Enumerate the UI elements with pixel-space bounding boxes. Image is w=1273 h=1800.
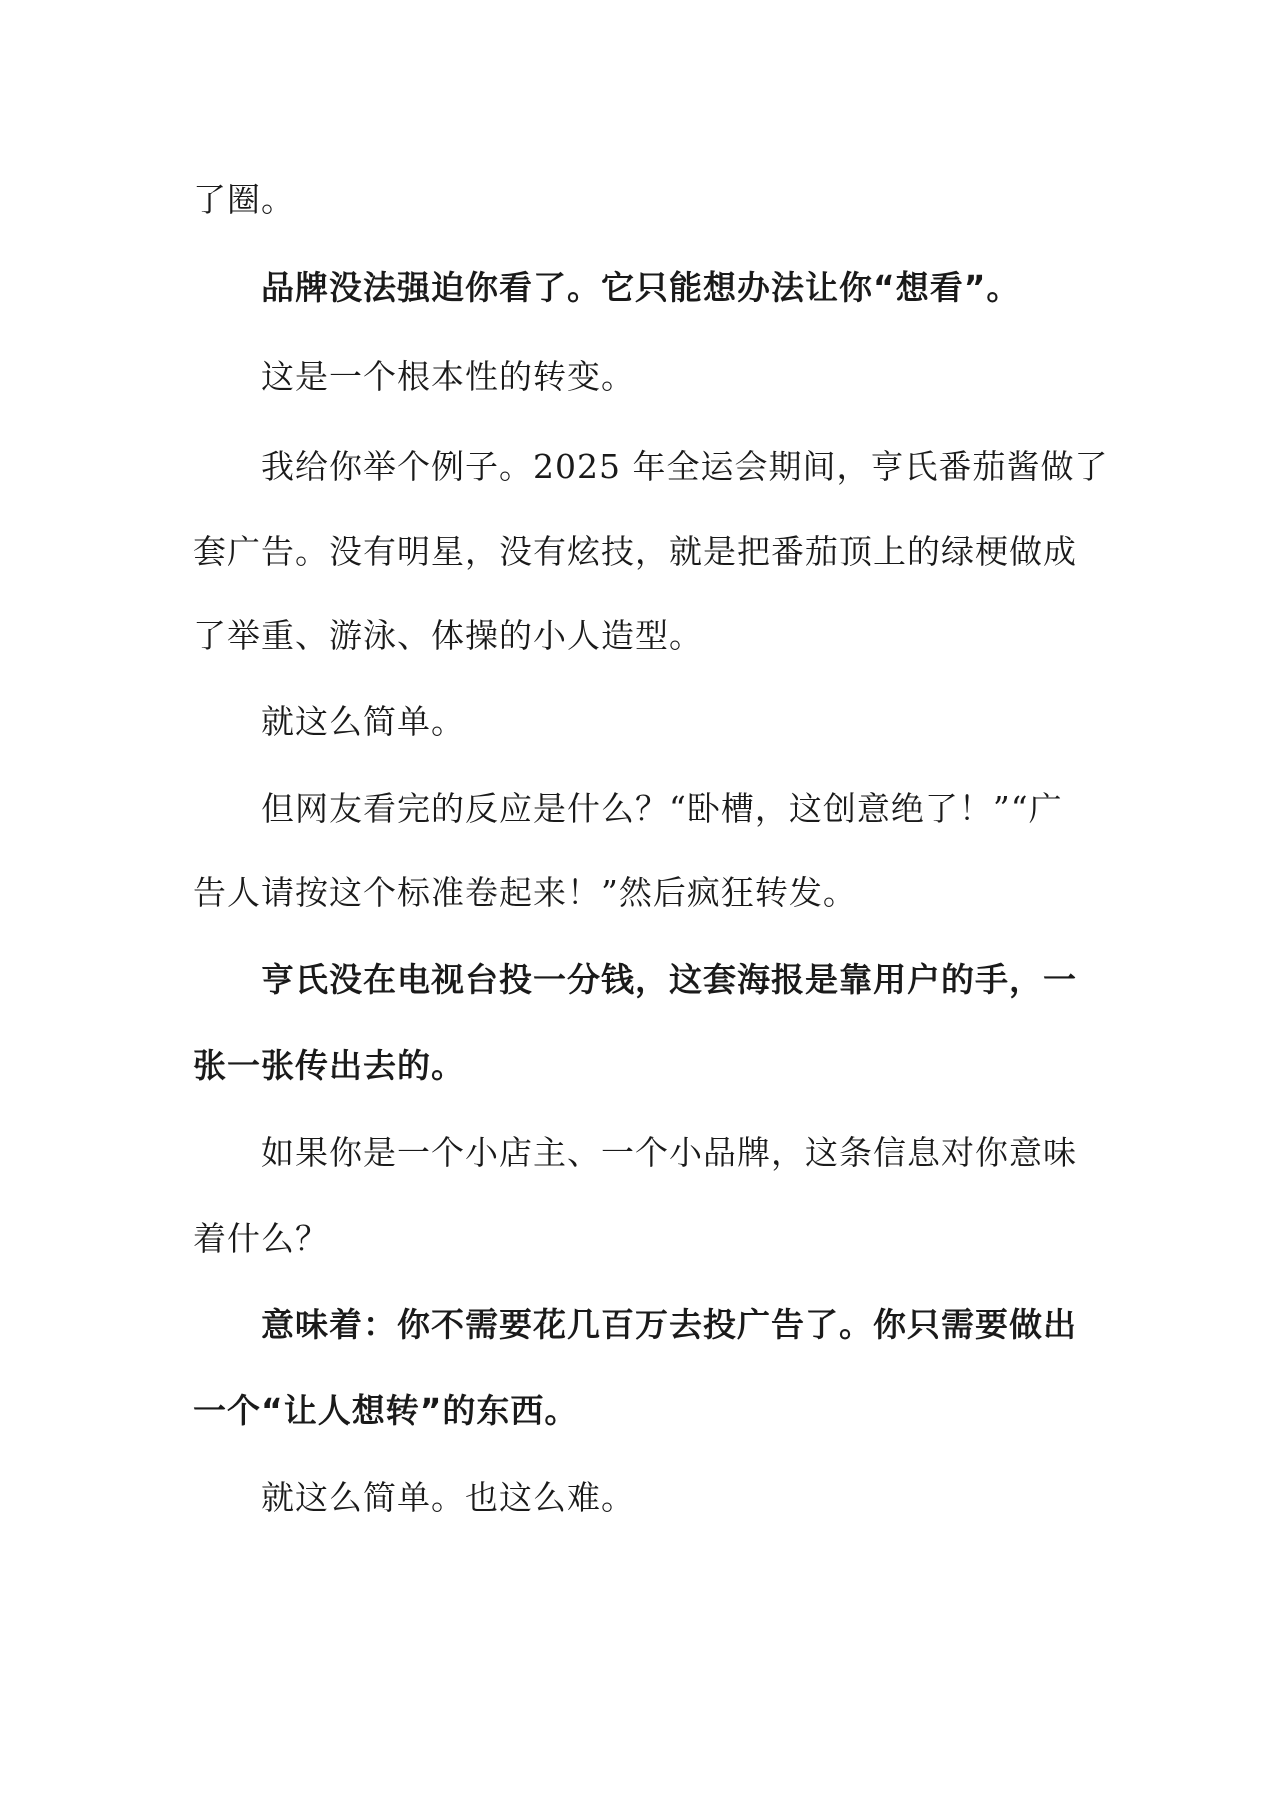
- body-text-line: 我给你举个例子。2025 年全运会期间，亨氏番茄酱做了: [261, 447, 1109, 486]
- body-text-line: 着什么？: [193, 1219, 329, 1258]
- body-text-line: 告人请按这个标准卷起来！”然后疯狂转发。: [193, 873, 857, 912]
- body-text-line: 就这么简单。也这么难。: [261, 1478, 635, 1517]
- bold-text-line: 张一张传出去的。: [193, 1046, 465, 1085]
- body-text-line: 了圈。: [193, 180, 295, 219]
- bold-text-line: 亨氏没在电视台投一分钱，这套海报是靠用户的手，一: [261, 960, 1077, 999]
- bold-text-line: 一个“让人想转”的东西。: [193, 1391, 579, 1430]
- body-text-line: 这是一个根本性的转变。: [261, 357, 635, 396]
- body-text-line: 套广告。没有明星，没有炫技，就是把番茄顶上的绿梗做成: [193, 532, 1077, 571]
- body-text-line: 但网友看完的反应是什么？“卧槽，这创意绝了！”“广: [261, 789, 1063, 828]
- body-text-line: 就这么简单。: [261, 702, 465, 741]
- bold-text-line: 品牌没法强迫你看了。它只能想办法让你“想看”。: [261, 268, 1021, 307]
- body-text-line: 如果你是一个小店主、一个小品牌，这条信息对你意味: [261, 1133, 1077, 1172]
- bold-text-line: 意味着：你不需要花几百万去投广告了。你只需要做出: [261, 1305, 1077, 1344]
- body-text-line: 了举重、游泳、体操的小人造型。: [193, 616, 703, 655]
